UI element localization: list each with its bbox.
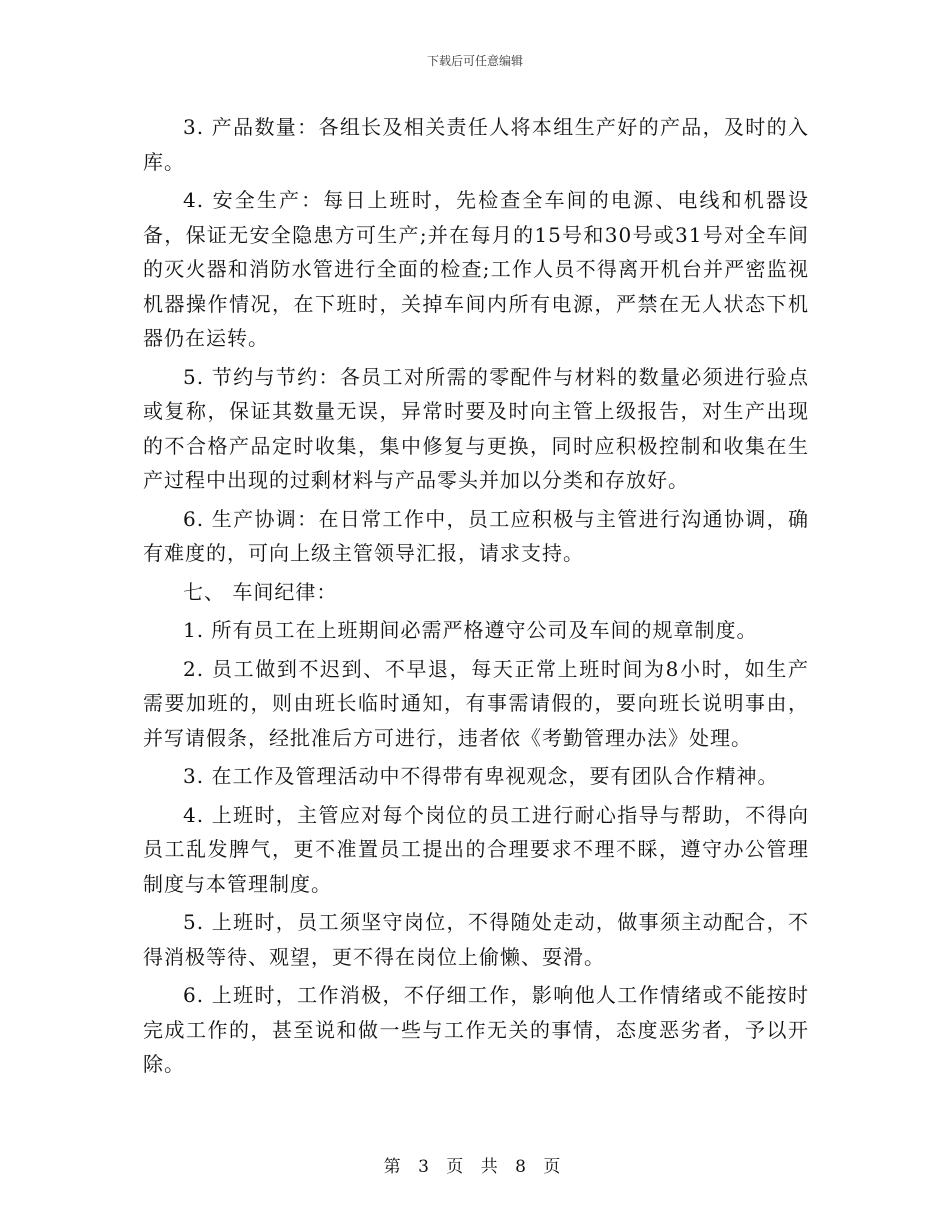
document-body — [143, 110, 809, 1086]
paragraph-supervisor-guidance: 4. 上班时，主管应对每个岗位的员工进行耐心指导与帮助，不得向员工乱发脾气，更不准置员工提出的合理要求不理不睬，遵守办公管理制度与本管理制度。 — [143, 802, 809, 896]
page-header: 下载后可任意编辑 — [426, 54, 523, 68]
paragraph-attendance: 2. 员工做到不迟到、不早退，每天正常上班时间为8小时，如生产需要加班的，则由班长临时通知，有事需请假的，要向班长说明事由，并写请假条，经批准后方可进行，违者依《考勤管理办法》处理。 — [143, 656, 809, 750]
paragraph-dismissal: 6. 上班时，工作消极，不仔细工作，影响他人工作情绪或不能按时完成工作的，甚至说和做一些与工作无关的事情，态度恶劣者，予以开除。 — [143, 983, 809, 1076]
paragraph-teamwork: 3. 在工作及管理活动中不得带有卑视观念，要有团队合作精神。 — [183, 764, 779, 788]
paragraph-rules: 1. 所有员工在上班期间必需严格遵守公司及车间的规章制度。 — [183, 618, 758, 642]
section-heading-discipline: 七、 车间纪律： — [183, 579, 338, 604]
paragraph-product-quantity: 3. 产品数量：各组长及相关责任人将本组生产好的产品，及时的入库。 — [143, 115, 809, 174]
paragraph-stay-at-post: 5. 上班时，员工须坚守岗位，不得随处走动，做事须主动配合，不得消极等待、观望，更不得在岗位上偷懒、耍滑。 — [143, 910, 809, 969]
paragraph-safety-production: 4. 安全生产：每日上班时，先检查全车间的电源、电线和机器设备，保证无安全隐患方可生产;并在每月的15号和30号或31号对全车间的灭火器和消防水管进行全面的检查;工作人员不得离开机台并严密监视机器操作情况，在下班时，关掉车间内所有电源，严禁在无人状态下机器仍在运转。 — [143, 188, 809, 350]
page-number-footer: 第 3 页 共 8 页 — [383, 1157, 567, 1177]
paragraph-saving: 5. 节约与节约：各员工对所需的零配件与材料的数量必须进行验点或复称，保证其数量无误，异常时要及时向主管上级报告，对生产出现的不合格产品定时收集，集中修复与更换，同时应积极控制和收集在生产过程中出现的过剩材料与产品零头并加以分类和存放好。 — [143, 364, 809, 492]
paragraph-coordination: 6. 生产协调：在日常工作中，员工应积极与主管进行沟通协调，确有难度的，可向上级主管领导汇报，请求支持。 — [143, 506, 809, 565]
